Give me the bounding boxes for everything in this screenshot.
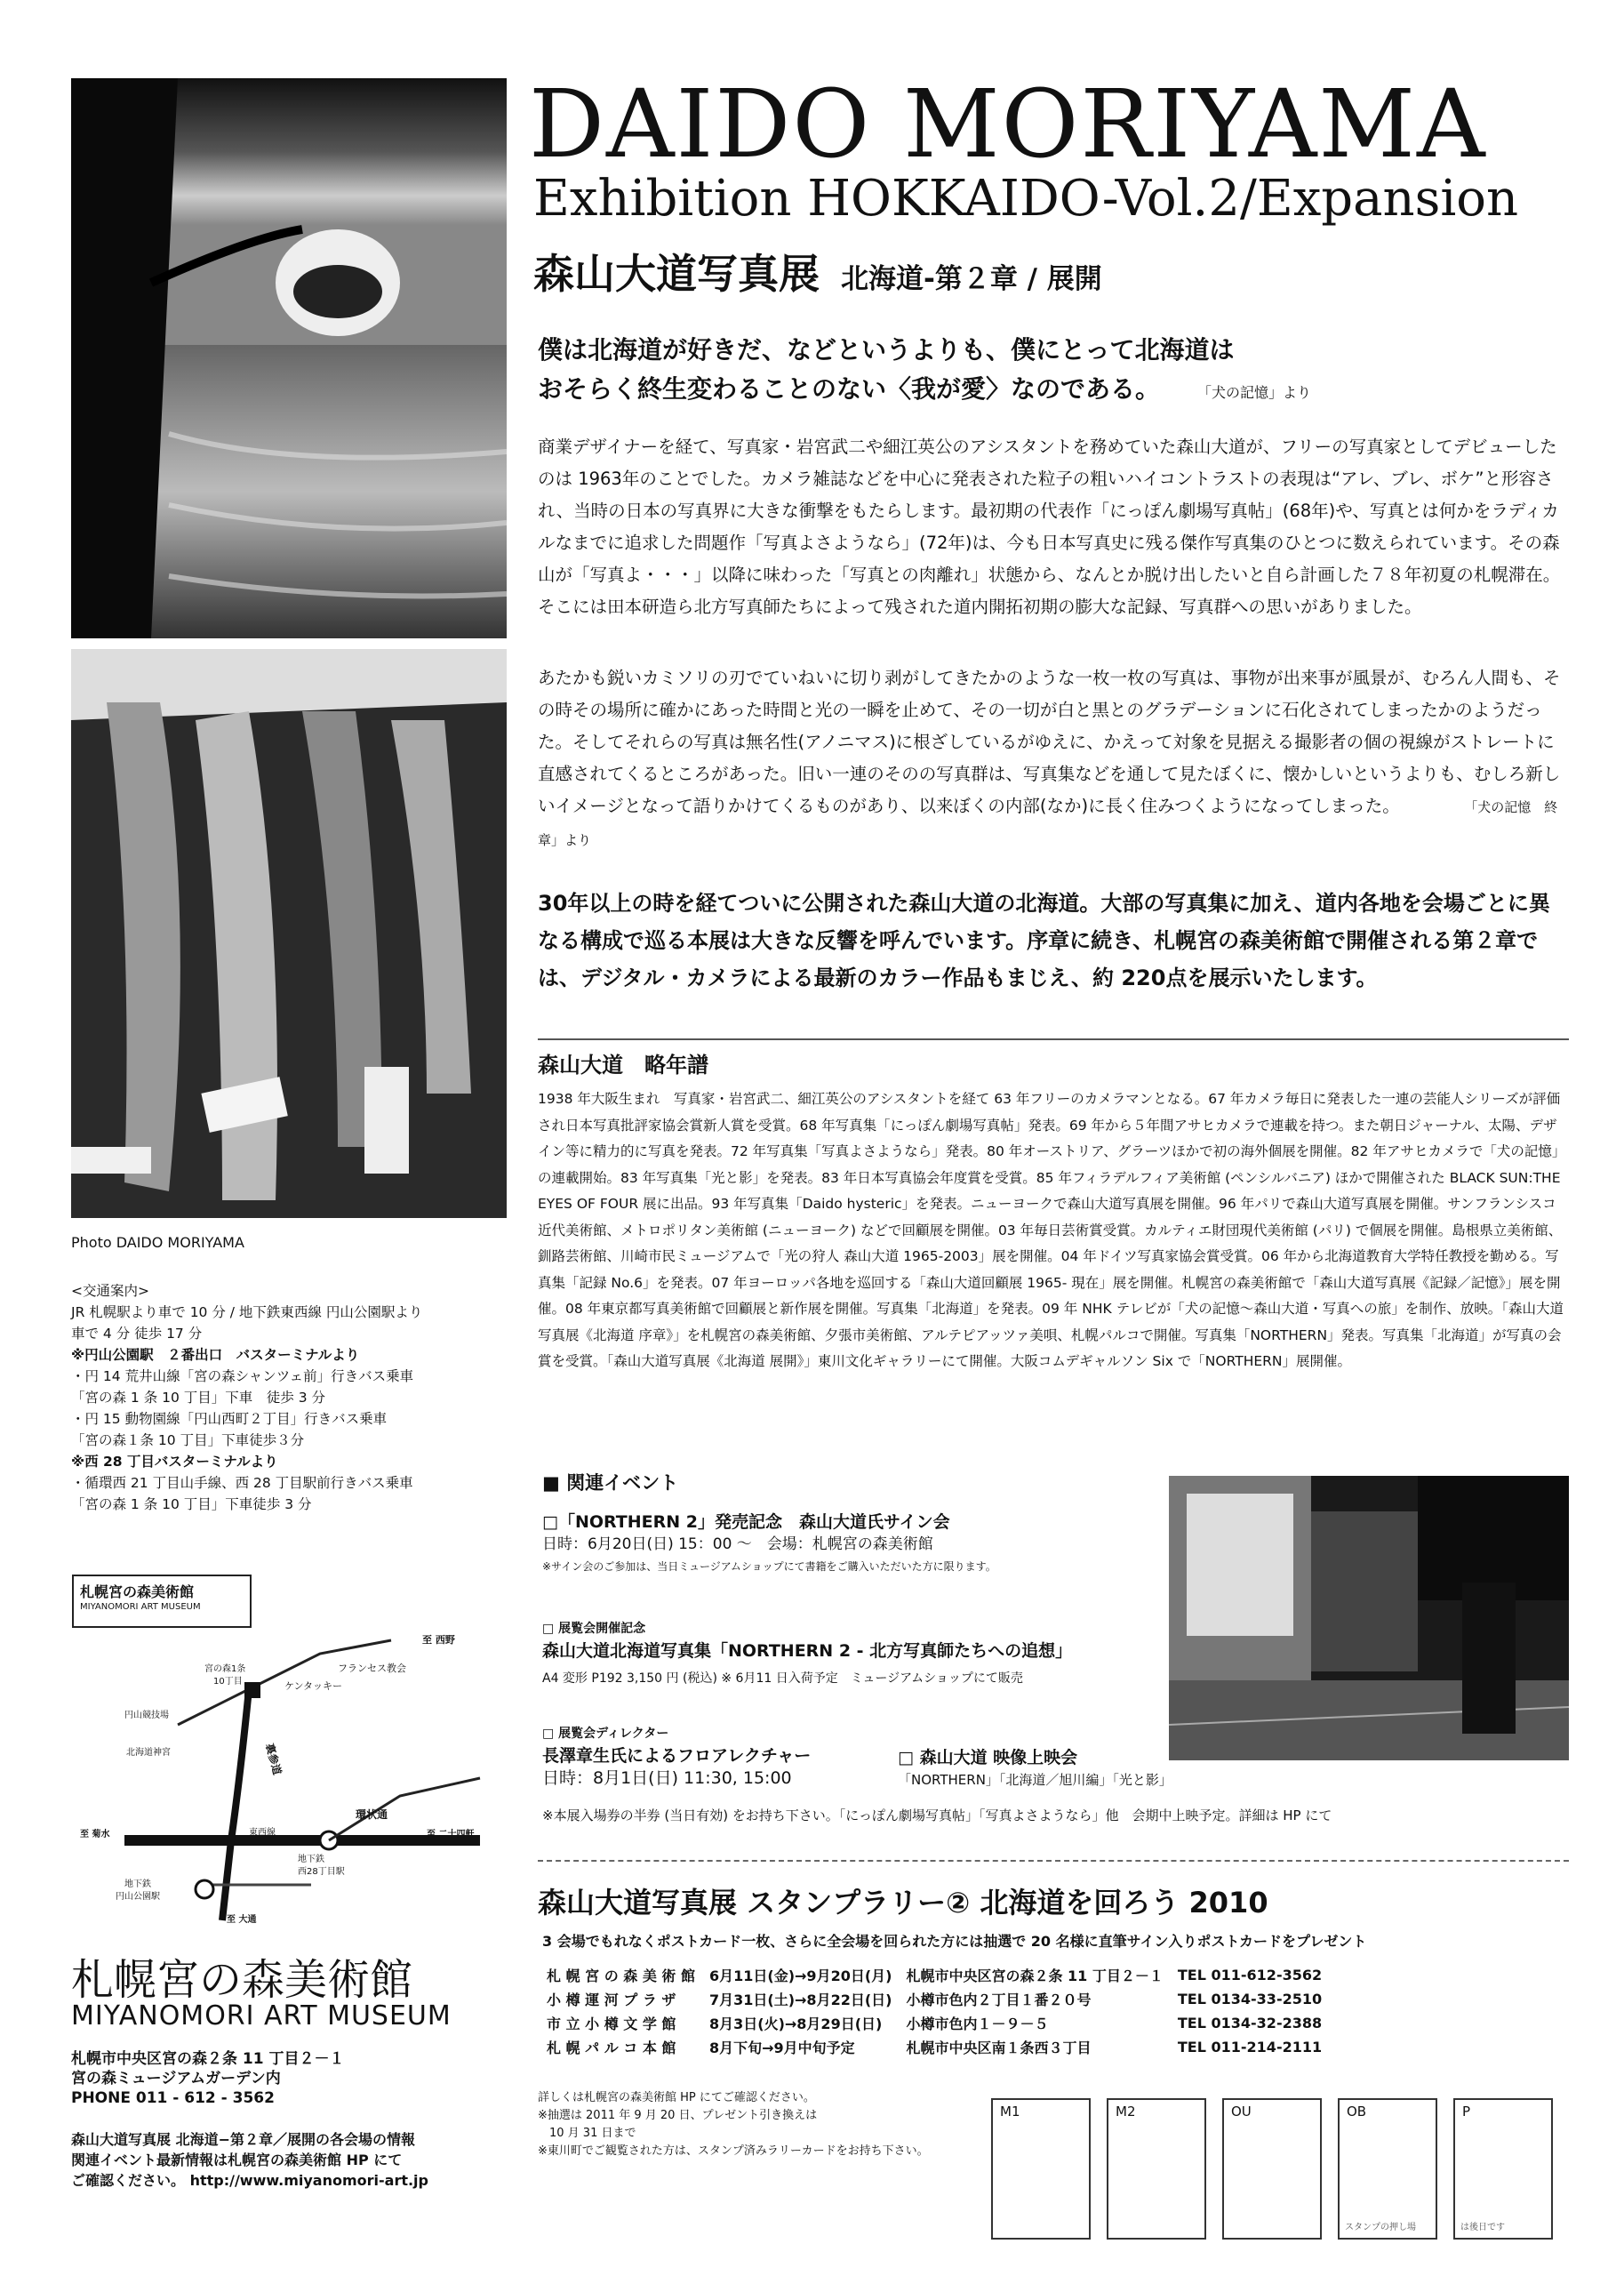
table-row xyxy=(547,1987,1336,2011)
venue-address: 小樽市色内１－９－５ xyxy=(906,2016,1049,2032)
access-line: 「宮の森 1 条 10 丁目」下車 徒歩 3 分 xyxy=(71,1390,326,1406)
access-line: ・円 15 動物園線「円山西町２丁目」行きバス乗車 xyxy=(71,1411,388,1427)
note-line: 詳しくは札幌宮の森美術館 HP にてご確認ください。 xyxy=(538,2091,815,2104)
event-price: A4 変形 P192 3,150 円 (税込) ※ 6月11 日入荷予定 ミュージアムショップにて販売 xyxy=(542,1671,1023,1686)
museum-name-jp: 札幌宮の森美術館 xyxy=(71,1955,413,2005)
access-line: ・円 14 荒井山線「宮の森シャンツェ前」行きバス乗車 xyxy=(71,1368,414,1384)
stamp-box xyxy=(1222,2098,1322,2240)
stamp-box xyxy=(991,2098,1091,2240)
lead-paragraph: 30年以上の時を経てついに公開された森山大道の北海道。大部の写真集に加え、道内各地を会場ごとに異なる構成で巡る本展は大きな反響を呼んでいます。序章に続き、札幌宮の森美術館で開催される第２章では、デジタル・カメラによる最新のカラー作品もまじえ、約 220点を展示いたします。 xyxy=(538,891,1550,990)
access-info xyxy=(71,1280,516,1515)
map-title-jp: 札幌宮の森美術館 xyxy=(80,1583,195,1600)
map-label: 地下鉄 xyxy=(298,1855,324,1864)
venue-name: 札 幌 宮 の 森 美 術 館 xyxy=(547,1967,695,1984)
events-heading: ■ 関連イベント xyxy=(542,1472,679,1494)
access-heading: <交通案内> xyxy=(71,1283,149,1299)
venue-tel: TEL 011-214-2111 xyxy=(1177,2039,1323,2056)
venue-table xyxy=(547,1963,1336,2059)
quote-line-2: おそらく終生変わることのない〈我が愛〉なのである。 xyxy=(538,374,1161,404)
stamp-box-label: P xyxy=(1462,2104,1471,2120)
stamp-notes xyxy=(538,2089,956,2160)
map-label: 宮の森1条 xyxy=(204,1664,246,1674)
note-line: ※抽選は 2011 年 9 月 20 日、プレゼント引き換えは xyxy=(538,2109,818,2122)
jp-subtitle: 北海道-第２章 / 展開 xyxy=(841,263,1102,295)
map-label: 円山競技場 xyxy=(124,1711,169,1720)
table-row xyxy=(547,1963,1336,1987)
jp-title: 森山大道写真展 xyxy=(533,250,820,298)
map-label: 至 二十四軒 xyxy=(427,1830,475,1839)
photo-caption: Photo DAIDO MORIYAMA xyxy=(71,1234,244,1251)
exhibition-title: DAIDO MORIYAMA xyxy=(529,69,1487,179)
map-label: 円山公園駅 xyxy=(116,1892,160,1902)
venue-name: 札 幌 パ ル コ 本 館 xyxy=(547,2040,676,2056)
note-line: 10 月 31 日まで xyxy=(538,2127,636,2140)
access-line: ・循環西 21 丁目山手線、西 28 丁目駅前行きバス乗車 xyxy=(71,1475,413,1491)
quote-source: 「犬の記憶」より xyxy=(1204,384,1312,401)
venue-name: 市 立 小 樽 文 学 館 xyxy=(547,2016,676,2032)
event-date: 日時：6月20日(日) 15：00 ～ 会場：札幌宮の森美術館 xyxy=(542,1535,933,1553)
event-signing xyxy=(542,1511,996,1578)
map-label: 裏参道 xyxy=(263,1742,284,1776)
venue-tel: TEL 011-612-3562 xyxy=(1177,1967,1323,1983)
access-line: ※西 28 丁目バスターミナルより xyxy=(71,1454,278,1470)
venue-dates: 6月11日(金)→9月20日(月) xyxy=(709,1967,892,1984)
stamp-box-label: M2 xyxy=(1116,2104,1136,2120)
event-title: □「NORTHERN 2」発売記念 森山大道氏サイン会 xyxy=(542,1512,950,1532)
event-note: ※本展入場券の半券 (当日有効) をお持ち下さい。「にっぽん劇場写真帖」「写真よさようなら」他 会期中上映予定。詳細は HP にて xyxy=(542,1807,1332,1823)
access-line: 車で 4 分 徒歩 17 分 xyxy=(71,1326,203,1342)
address-line-1: 札幌市中央区宮の森２条 11 丁目２－１ xyxy=(71,2050,345,2068)
access-line: JR 札幌駅より車で 10 分 / 地下鉄東西線 円山公園駅より xyxy=(71,1304,423,1320)
paragraph-1: 商業デザイナーを経て、写真家・岩宮武二や細江英公のアシスタントを務めていた森山大道が、フリーの写真家としてデビューしたのは 1963年のことでした。カメラ雑誌などを中心に発表された粒子の粗いハイコントラストの表現は“アレ、ブレ、ボケ”と形容され、当時の日本の写真界に大きな衝撃をもたらします。最初期の代表作「にっぽん劇場写真帖」(68年)や、写真とは何かをラディカルなまでに追求した問題作「写真よさようなら」(72年)は、今も日本写真史に残る傑作写真集のひとつに数えられています。その森山が「写真よ・・・」以降に味わった「写真との肉離れ」状態から、なんとか脱け出したいと自ら計画した７８年初夏の札幌滞在。そこには田本研造ら北方写真師たちによって残された道内開拓初期の膨大な記録、写真群への思いがありました。 xyxy=(538,437,1561,617)
stamp-box-label: OU xyxy=(1231,2104,1252,2120)
map-label: 至 大通 xyxy=(227,1915,257,1925)
bio-text: 1938 年大阪生まれ 写真家・岩宮武二、細江英公のアシスタントを経て 63 年フリーのカメラマンとなる。67 年カメラ毎日に発表した一連の芸能人シリーズが評価され日本写真批評家協会賞新人賞を受賞。68 年写真集「にっぽん劇場写真帖」発表。69 年から５年間アサヒカメラで連載を持つ。また朝日ジャーナル、太陽、デザイン等に精力的に写真を発表。72 年写真集「写真よさようなら」発表。80 年オーストリア、グラーツほかで初の海外個展を開催。82 年アサヒカメラで「犬の記憶」の連載開始。83 年写真集「光と影」を発表。83 年日本写真協会年度賞を受賞。85 年フィラデルフィア美術館 (ペンシルバニア) ほかで開催された BLACK SUN:THE EYES OF FOUR 展に出品。93 年写真集「Daido hysteric」を発表。ニューヨークで森山大道写真展を開催。96 年パリで森山大道写真展を開催。サンフランシスコ近代美術館、メトロポリタン美術館 (ニューヨーク) などで回顧展を開催。03 年毎日芸術賞受賞。カルティエ財団現代美術館 (パリ) で個展を開催。島根県立美術館、釧路芸術館、川崎市民ミュージアムで「光の狩人 森山大道 1965-2003」展を開催。04 年ドイツ写真家協会賞受賞。06 年から北海道教育大学特任教授を勤める。写真集「記録 No.6」を発表。07 年ヨーロッパ各地を巡回する「森山大道回顧展 1965- 現在」展を開催。札幌宮の森美術館で「森山大道写真展《記録／記憶》」展を開催。08 年東京都写真美術館で回顧展と新作展を開催。写真集「北海道」を発表。09 年 NHK テレビが「犬の記憶〜森山大道・写真への旅」を制作、放映。「森山大道写真展《北海道 序章》」を札幌宮の森美術館、夕張市美術館、アルテピアッツァ美唄、札幌パルコで開催。写真集「NORTHERN」発表。写真集「北海道」が写真の会賞を受賞。「森山大道写真展《北海道 展開》」東川文化ギャラリーにて開催。大阪コムデギャルソン Six で「NORTHERN」展開催。 xyxy=(538,1091,1566,1369)
access-line: 「宮の森１条 10 丁目」下車徒歩３分 xyxy=(71,1432,305,1448)
map-label: 地下鉄 xyxy=(124,1879,151,1889)
venue-address: 小樽市色内２丁目１番２０号 xyxy=(906,1992,1092,2008)
event-label: □ 展覧会開催記念 xyxy=(542,1622,646,1636)
venue-name: 小 樽 運 河 プ ラ ザ xyxy=(547,1992,676,2008)
divider xyxy=(538,1038,1569,1040)
exhibition-title-jp xyxy=(533,242,1102,301)
bio-heading: 森山大道 略年譜 xyxy=(538,1053,708,1078)
museum-name-en: MIYANOMORI ART MUSEUM xyxy=(71,2000,452,2032)
map-label: 至 菊水 xyxy=(80,1830,110,1839)
stamp-box-note: は後日です xyxy=(1460,2223,1505,2232)
exhibition-subtitle: Exhibition HOKKAIDO-Vol.2/Expansion xyxy=(533,170,1519,228)
stamp-box-label: M1 xyxy=(1000,2104,1020,2120)
stamp-rally-desc: 3 会場でもれなくポストカード一枚、さらに全会場を回られた方には抽選で 20 名様に直筆サイン入りポストカードをプレゼント xyxy=(542,1933,1367,1950)
event-lecture xyxy=(542,1723,811,1790)
museum-info xyxy=(71,2129,524,2191)
map-title-en: MIYANOMORI ART MUSEUM xyxy=(80,1602,201,1612)
map-label: フランセス教会 xyxy=(338,1663,406,1674)
stamp-box xyxy=(1338,2098,1437,2240)
map-label: 西28丁目駅 xyxy=(298,1867,345,1877)
event-note: ※サイン会のご参加は、当日ミュージアムショップにて書籍をご購入いただいた方に限ります。 xyxy=(542,1560,996,1573)
quote-line-1: 僕は北海道が好きだ、などというよりも、僕にとって北海道は xyxy=(538,335,1235,365)
event-book xyxy=(542,1618,1072,1690)
stamp-box-label: OB xyxy=(1347,2104,1367,2120)
photo-dried-fish xyxy=(71,649,507,1218)
map-label: ケンタッキー xyxy=(284,1680,343,1692)
info-line-1: 森山大道写真展 北海道−第２章／展開の各会場の情報 xyxy=(71,2131,415,2148)
table-row xyxy=(547,2011,1336,2035)
address-line-2: 宮の森ミュージアムガーデン内 xyxy=(71,2070,281,2088)
museum-url[interactable]: ご確認ください。 http://www.miyanomori-art.jp xyxy=(71,2172,428,2189)
venue-address: 札幌市中央区南１条西３丁目 xyxy=(906,2040,1092,2056)
paragraph-2 xyxy=(538,662,1569,856)
museum-phone: PHONE 011 - 612 - 3562 xyxy=(71,2089,275,2107)
note-line: ※東川町でご観覧された方は、スタンプ済みラリーカードをお持ち下さい。 xyxy=(538,2144,929,2158)
venue-dates: 8月下旬→9月中旬予定 xyxy=(709,2040,855,2056)
venue-tel: TEL 0134-32-2388 xyxy=(1177,2015,1323,2032)
access-line: 「宮の森 1 条 10 丁目」下車徒歩 3 分 xyxy=(71,1496,312,1512)
photo-street-night xyxy=(1169,1476,1569,1760)
info-line-2: 関連イベント最新情報は札幌宮の森美術館 HP にて xyxy=(71,2152,403,2168)
venue-tel: TEL 0134-33-2510 xyxy=(1177,1991,1323,2008)
stamp-box-note: スタンプの押し場 xyxy=(1345,2223,1416,2232)
photo-ferry xyxy=(71,78,507,638)
paragraph-2-text: あたかも鋭いカミソリの刃でていねいに切り剥がしてきたかのような一枚一枚の写真は、事物が出来事が風景が、むろん人間も、その時その場所に確かにあった時間と光の一瞬を止めて、その一切が白と黒とのグラデーションに石化されてしまったかのようだった。そしてそれらの写真は無名性(アノニマス)に根ざしているがゆえに、かえって対象を見据える撮影者の個の視線がストレートに直感されてくるところがあった。旧い一連のそのの写真群は、写真集などを通して見たぼくに、懐かしいというよりも、むしろ新しいイメージとなって語りかけてくるものがあり、以来ぼくの内部(なか)に長く住みつくようになってしまった。 xyxy=(538,668,1561,816)
event-date: 日時：8月1日(日) 11:30, 15:00 xyxy=(542,1768,792,1788)
stamp-rally-title: 森山大道写真展 スタンプラリー② 北海道を回ろう 2010 xyxy=(538,1886,1268,1919)
map-label: 東西線 xyxy=(249,1828,276,1838)
event-title: 長澤章生氏によるフロアレクチャー xyxy=(542,1746,812,1766)
museum-address xyxy=(71,2049,345,2108)
map-label: 10丁目 xyxy=(213,1677,243,1687)
paragraph-2-source: 「犬の記憶 終章」より xyxy=(538,799,1558,848)
stamp-box xyxy=(1453,2098,1553,2240)
access-line: ※円山公園駅 ２番出口 バスターミナルより xyxy=(71,1347,360,1363)
event-films: 「NORTHERN」「北海道／旭川編」「光と影」 xyxy=(898,1772,1172,1788)
map-label: 北海道神宮 xyxy=(126,1748,171,1758)
venue-dates: 7月31日(土)→8月22日(日) xyxy=(709,1992,892,2008)
event-title: 森山大道北海道写真集「NORTHERN 2 - 北方写真師たちへの追想」 xyxy=(542,1641,1073,1661)
map-label: 至 西野 xyxy=(422,1634,455,1646)
access-map xyxy=(71,1574,507,1929)
event-title: □ 森山大道 映像上映会 xyxy=(898,1748,1078,1767)
table-row xyxy=(547,2035,1336,2059)
venue-dates: 8月3日(火)→8月29日(日) xyxy=(709,2016,883,2032)
divider-dashed xyxy=(538,1860,1569,1862)
intro-quote xyxy=(538,331,1551,413)
stamp-box xyxy=(1107,2098,1206,2240)
event-label: □ 展覧会ディレクター xyxy=(542,1727,669,1741)
event-screening xyxy=(898,1747,1172,1791)
map-label: 環状通 xyxy=(356,1808,388,1821)
venue-address: 札幌市中央区宮の森２条 11 丁目２－１ xyxy=(906,1967,1164,1984)
